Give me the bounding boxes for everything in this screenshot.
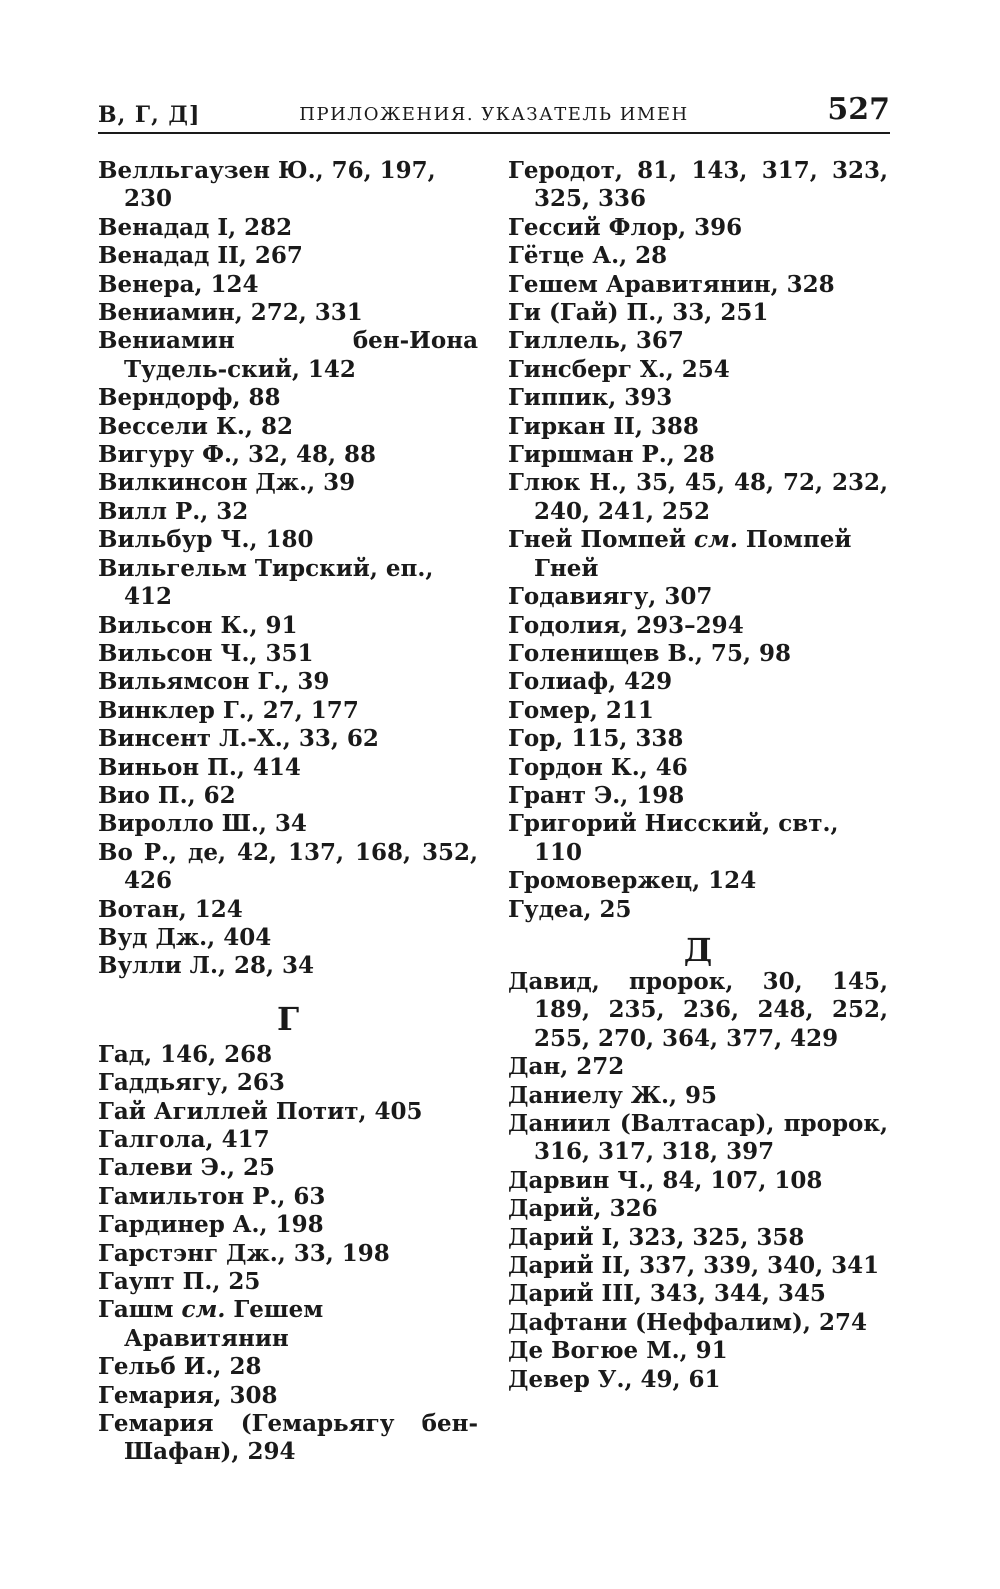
index-entry: Гемария, 308 <box>98 1381 278 1409</box>
index-entry-gney <box>508 526 888 583</box>
index-entry: Даниелу Ж., 95 <box>508 1081 718 1109</box>
index-entry: Гинсберг Х., 254 <box>508 355 730 383</box>
page-number: 527 <box>827 92 890 127</box>
index-entry: Вилл Р., 32 <box>98 497 249 525</box>
entry-name: Гашм <box>98 1296 174 1324</box>
index-entry: Гётце А., 28 <box>508 242 668 270</box>
index-entry: Гиркан II, 388 <box>508 412 699 440</box>
see-reference: см. <box>181 1296 226 1324</box>
index-entry: Дарий III, 343, 344, 345 <box>508 1280 826 1308</box>
index-entry: Глюк Н., 35, 45, 48, 72, 232, 240, 241, 252 <box>508 469 888 525</box>
index-entry: Дарий, 326 <box>508 1195 658 1223</box>
index-entry: Вильсон К., 91 <box>98 611 298 639</box>
index-entry: Винсент Л.-Х., 33, 62 <box>98 725 379 753</box>
index-entry: Гамильтон Р., 63 <box>98 1182 326 1210</box>
index-entry: Виньон П., 414 <box>98 753 301 781</box>
see-reference: см. <box>694 526 738 554</box>
index-entry: Вигуру Ф., 32, 48, 88 <box>98 441 377 469</box>
index-entry: Вениамин, 272, 331 <box>98 299 363 327</box>
entries-g <box>508 157 888 526</box>
index-entry: Дарий I, 323, 325, 358 <box>508 1223 805 1251</box>
section-letter-d: Д <box>683 930 713 969</box>
index-entry: Гомер, 211 <box>508 696 654 724</box>
entries-g2 <box>98 1353 478 1467</box>
entries-d <box>508 968 888 1394</box>
entries-v <box>98 157 478 981</box>
index-entry: Во Р., де, 42, 137, 168, 352, 426 <box>98 838 478 895</box>
index-entry: Гад, 146, 268 <box>98 1040 273 1068</box>
index-entry: Вотан, 124 <box>98 895 243 923</box>
entries-g2 <box>508 583 888 924</box>
header-title: ПРИЛОЖЕНИЯ. УКАЗАТЕЛЬ ИМЕН <box>299 104 689 125</box>
index-entry: Гиршман Р., 28 <box>508 441 715 469</box>
header-letters: В, Г, Д] <box>98 102 201 128</box>
index-entry: Гарстэнг Дж., 33, 198 <box>98 1239 390 1267</box>
index-entry: Вуд Дж., 404 <box>98 923 272 951</box>
left-column <box>98 157 478 1467</box>
index-entry: Гемария (Гемарьягу бен-Шафан), 294 <box>98 1410 478 1466</box>
section-letter-g: Г <box>276 999 300 1038</box>
index-entry: Девер У., 49, 61 <box>508 1365 721 1393</box>
index-entry: Вильямсон Г., 39 <box>98 668 330 696</box>
index-entry: Вениамин бен-Иона Тудель-ский, 142 <box>98 327 478 383</box>
index-entry: Гор, 115, 338 <box>508 725 684 753</box>
index-entry: Венадад II, 267 <box>98 242 303 270</box>
index-entry: Вильсон Ч., 351 <box>98 639 314 667</box>
index-entry: Велльгаузен Ю., 76, 197, 230 <box>98 157 436 213</box>
index-entry: Галгола, 417 <box>98 1126 270 1153</box>
index-entry: Гаддьягу, 263 <box>98 1069 285 1097</box>
index-entry: Гессий Флор, 396 <box>508 213 743 241</box>
index-entry: Голенищев В., 75, 98 <box>508 639 791 667</box>
index-entry: Галеви Э., 25 <box>98 1154 276 1182</box>
index-entry: Громовержец, 124 <box>508 867 757 895</box>
running-head <box>98 92 890 134</box>
index-entry: Ги (Гай) П., 33, 251 <box>508 299 769 327</box>
index-entry: Виролло Ш., 34 <box>98 810 307 838</box>
index-entry: Гардинер А., 198 <box>98 1211 324 1239</box>
index-entry: Вильбур Ч., 180 <box>98 526 314 554</box>
index-entry: Даниил (Валтасар), пророк, 316, 317, 318, 397 <box>508 1110 888 1166</box>
index-entry: Гай Агиллей Потит, 405 <box>98 1097 423 1125</box>
index-entry: Дарвин Ч., 84, 107, 108 <box>508 1166 823 1194</box>
index-entry: Винклер Г., 27, 177 <box>98 696 359 724</box>
index-entry: Верндорф, 88 <box>98 384 281 412</box>
index-entry: Гельб И., 28 <box>98 1353 262 1381</box>
entry-target: Гешем Аравитянин <box>124 1296 324 1352</box>
entry-name: Гней Помпей <box>508 526 686 554</box>
index-entry: Грант Э., 198 <box>508 781 685 809</box>
index-entry: Вулли Л., 28, 34 <box>98 952 315 980</box>
index-entry: Гешем Аравитянин, 328 <box>508 270 835 298</box>
right-column <box>508 157 888 1394</box>
index-entry: Гордон К., 46 <box>508 753 688 781</box>
index-entry: Вильгельм Тирский, еп., 412 <box>98 554 434 611</box>
index-entry: Голиаф, 429 <box>508 668 673 696</box>
entry-target: Помпей Гней <box>534 526 852 582</box>
index-entry: Давид, пророк, 30, 145, 189, 235, 236, 248, 252, 255, 270, 364, 377, 429 <box>508 967 888 1052</box>
index-entry: Гудеа, 25 <box>508 895 632 923</box>
index-entry: Венера, 124 <box>98 270 259 298</box>
index-entry: Дан, 272 <box>508 1053 625 1081</box>
index-entry: Годолия, 293–294 <box>508 611 744 639</box>
index-entry: Гиппик, 393 <box>508 384 673 412</box>
index-entry: Дарий II, 337, 339, 340, 341 <box>508 1252 880 1280</box>
index-entry: Гиллель, 367 <box>508 327 684 355</box>
index-entry: Григорий Нисский, свт., 110 <box>508 810 839 866</box>
index-entry: Вессели К., 82 <box>98 412 293 440</box>
index-entry: Венадад I, 282 <box>98 213 293 241</box>
index-entry: Гаупт П., 25 <box>98 1268 261 1296</box>
index-entry: Дафтани (Неффалим), 274 <box>508 1308 867 1336</box>
entries-g <box>98 1041 478 1297</box>
index-entry: Вио П., 62 <box>98 781 236 809</box>
index-entry-gashm <box>98 1296 478 1353</box>
index-entry: Де Вогюе М., 91 <box>508 1337 728 1365</box>
index-entry: Вилкинсон Дж., 39 <box>98 469 356 497</box>
index-entry: Годавиягу, 307 <box>508 583 713 611</box>
index-entry: Геродот, 81, 143, 317, 323, 325, 336 <box>508 157 888 213</box>
